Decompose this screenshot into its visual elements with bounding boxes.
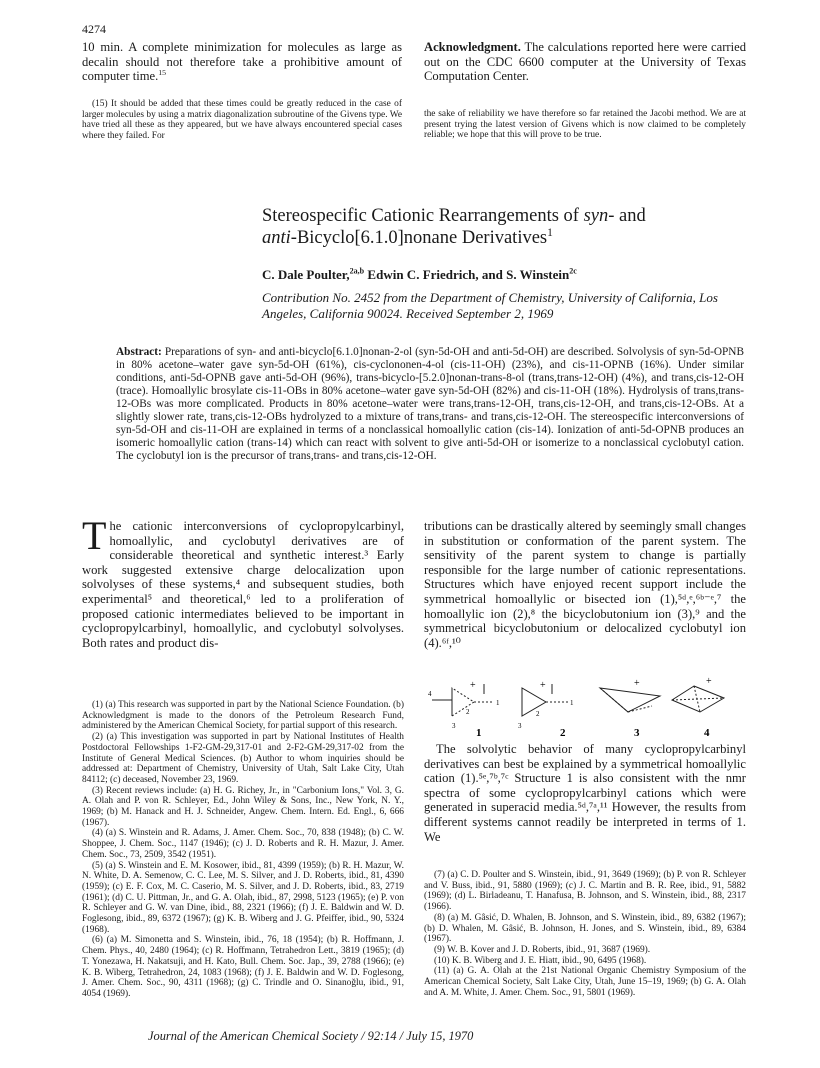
compound-label: 1 bbox=[476, 727, 482, 739]
author: C. Dale Poulter, bbox=[262, 267, 350, 282]
footnote: (10) K. B. Wiberg and J. E. Hiatt, ibid., 90, 6495 (1968). bbox=[434, 955, 647, 966]
footnote: (11) (a) G. A. Olah at the 21st National Organic Chemistry Symposium of the American Chemical Society, Salt Lake City, Utah, June 15–19, 1969; (b) G. A. Olah and A. M. White, J. Amer. Chem. Soc., 91, 5801 (1969). bbox=[424, 966, 746, 998]
title-ref: 1 bbox=[547, 226, 553, 239]
abstract bbox=[116, 346, 744, 463]
footnote: (2) (a) This investigation was supported in part by National Institutes of Health Postdoctoral Fellowships 1-F2-GM-29,317-01 and 2-F2-GM-29,317-02 from the Institute of General Medical Sciences. (b) Author to whom inquiries should be addressed at: Department of Chemistry, University of Utah, Salt Lake City, Utah 84112; (c) deceased, November 23, 1969. bbox=[82, 732, 404, 785]
footnote: (1) (a) This research was supported in part by the National Science Foundation. (b) Acknowledgment is made to the donors of the Petroleum Research Fund, administered by the American Chemical Society, for partial support of this research. bbox=[82, 700, 404, 732]
footnote: (3) Recent reviews include: (a) H. G. Richey, Jr., in "Carbonium Ions," Vol. 3, G. A. Olah and P. von R. Schleyer, Ed., John Wiley & Sons, Inc., New York, N. Y., 1969; (b) M. Hanack and H. J. Schneider, Angew. Chem. Intern. Ed. Engl., 6, 666 (1967). bbox=[82, 785, 404, 828]
structure-3-drawing bbox=[600, 688, 660, 712]
acknowledgment-label: Acknowledgment. bbox=[424, 40, 521, 54]
authors bbox=[262, 267, 742, 283]
atom-label: 3 bbox=[452, 722, 456, 730]
title-part: syn- bbox=[583, 206, 615, 226]
footnote-15: (15) It should be added that these times could be greatly reduced in the case of larger molecules by using a matrix diagonalization subroutine of the Givens type. We have tried all these as they appeared, but we have always encountered special cases where they failed. For bbox=[82, 99, 402, 142]
charge: + bbox=[540, 680, 546, 691]
top-left-text bbox=[82, 40, 402, 84]
body-right-continued bbox=[424, 742, 746, 844]
drop-cap: T bbox=[82, 513, 107, 558]
compound-label: 3 bbox=[634, 727, 640, 739]
body-left bbox=[82, 513, 404, 650]
footnote: (4) (a) S. Winstein and R. Adams, J. Amer. Chem. Soc., 70, 838 (1948); (b) C. W. Shoppee, J. Chem. Soc., 1147 (1946); (c) J. D. Roberts and R. H. Mazur, J. Amer. Chem. Soc., 73, 2509, 3542 (1951). bbox=[82, 828, 404, 860]
footnote: (5) (a) S. Winstein and E. M. Kosower, ibid., 81, 4399 (1959); (b) R. H. Mazur, W. N. White, D. A. Semenow, C. C. Lee, M. S. Silver, and J. D. Roberts, ibid., 81, 4390 (1959); (c) E. F. Cox, M. C. Caserio, M. S. Silver, and J. D. Roberts, ibid., 83, 2719 (1961); (d) C. U. Pittman, Jr., and G. A. Olah, ibid., 87, 2998, 5123 (1965); (e) P. von R. Schleyer and G. W. van Dine, ibid., 88, 2321 (1966); (f) J. E. Baldwin and W. D. Foglesong, ibid., 89, 6372 (1967); (g) K. B. Wiberg and J. G. Pfeiffer, ibid., 90, 5324 (1968). bbox=[82, 860, 404, 935]
abstract-text: Preparations of syn- and anti-bicyclo[6.1.0]nonan-2-ol (syn-5d-OH and anti-5d-OH) are described. Solvolysis of syn-5d-OPNB in 80% acetone–water gave syn-5d-OH (61%), cis-cyclononen-4-ol (cis-11-OH) (23%), and cis-11-OPNB (16%). Under similar conditions, anti-5d-OPNB gave anti-5d-OH (96%), trans-bicyclo-[5.2.0]nonan-trans-8-ol (trans,trans-12-OH) (4%), and trans,cis-12-OH (trace). Homoallylic brosylate cis-11-OBs in 80% acetone–water gave syn-5d-OH (82%) and cis-11-OH (18%). Hydrolysis of trans,trans-12-OBs was more complicated. Products in 80% acetone–water were trans,trans-12-OH, trans,cis-12-OH, and trans,cis-12-OBs. At a slightly slower rate, trans,cis-12-OBs hydrolyzed to a mixture of trans,trans- and trans,cis-12-OH. The stereospecific interconversions of syn-5d-OH and cis-11-OH are explained in terms of a nonclassical homoallylic cation (cis-14). Ionization of anti-5d-OPNB produces an isomeric homoallylic cation (trans-14) which can react with solvent to give anti-5d-OH or isomerize to a nonclassical cyclobutyl cation. The cyclobutyl ion is the precursor of trans,trans- and trans,cis-12-OH. bbox=[116, 346, 744, 462]
structure-4-drawing bbox=[672, 686, 724, 712]
cation-structures-scheme bbox=[424, 672, 746, 742]
title-part: anti bbox=[262, 228, 291, 248]
top-right-footnote bbox=[424, 109, 746, 141]
footnotes-left bbox=[82, 700, 404, 1000]
charge: + bbox=[470, 680, 476, 691]
body-right-text: tributions can be drastically altered by seemingly small changes in substitution or conformation of the parent system. The sensitivity of the parent system to change is partially responsible for the large number of cationic representations. Structures which have enjoyed recent support include the symmetrical homoallylic or bisected ion (1),⁵ᵈ,ᵉ,⁶ᵇ⁻ᵉ,⁷ the homoallylic ion (2),⁸ the bicyclobutonium ion (3),⁹ and the symmetrical bicyclobutonium or delocalized cyclobutyl ion (4).⁶ᶠ,¹⁰ bbox=[424, 519, 746, 650]
author-sup: 2a,b bbox=[349, 266, 365, 276]
atom-label: 2 bbox=[466, 708, 470, 716]
atom-label: 3 bbox=[518, 722, 522, 730]
title-part: Stereospecific Cationic Rearrangements of bbox=[262, 206, 579, 226]
top-left-paragraph: 10 min. A complete minimization for molecules as large as decalin should not therefore take a prohibitive amount of computer time. bbox=[82, 40, 402, 84]
title-part: and bbox=[619, 206, 646, 226]
article-title bbox=[262, 205, 742, 249]
footnote: (9) W. B. Kover and J. D. Roberts, ibid., 91, 3687 (1969). bbox=[434, 944, 651, 955]
affiliation: Contribution No. 2452 from the Department of Chemistry, University of California, Los Angeles, California 90024. Received September 2, 1969 bbox=[262, 290, 718, 321]
author: Edwin C. Friedrich, and S. Winstein bbox=[367, 267, 570, 282]
structure-1-drawing bbox=[432, 684, 494, 716]
footnote: (6) (a) M. Simonetta and S. Winstein, ibid., 76, 18 (1954); (b) R. Hoffmann, J. Chem. Phys., 40, 2480 (1964); (c) R. Hoffmann, Tetrahedron Lett., 3819 (1965); (d) T. Yonezawa, H. Nakatsuji, and H. Kato, Bull. Chem. Soc. Jap., 39, 2788 (1966); (e) K. B. Wiberg, Tetrahedron, 24, 1083 (1968); (f) J. E. Baldwin and W. D. Foglesong, J. Amer. Chem. Soc., 90, 4311 (1968); (g) C. Trindle and O. Sinanoğlu, ibid., 91, 4054 (1969). bbox=[82, 935, 404, 999]
footnote: (8) (a) M. Gâsić, D. Whalen, B. Johnson, and S. Winstein, ibid., 89, 6382 (1967); (b) D. Whalen, M. Gâsić, B. Johnson, H. Jones, and S. Winstein, ibid., 89, 6384 (1967). bbox=[424, 912, 746, 945]
atom-label: 4 bbox=[428, 690, 432, 698]
footnotes-right bbox=[424, 870, 746, 998]
ref-superscript: 15 bbox=[158, 68, 167, 77]
author-sup: 2c bbox=[569, 266, 577, 276]
footnote: (7) (a) C. D. Poulter and S. Winstein, ibid., 91, 3649 (1969); (b) P. von R. Schleyer and V. Buss, ibid., 91, 5880 (1969); (c) J. C. Martin and B. R. Ree, ibid., 91, 5882 (1969); (d) L. Birladeanu, T. Hanafusa, B. Johnson, and S. Winstein, ibid., 88, 2317 (1966). bbox=[424, 870, 746, 913]
body-left-text: he cationic interconversions of cyclopropylcarbinyl, homoallylic, and cyclobutyl derivatives are of considerable theoretical and synthetic interest.³ Early work suggested extensive charge delocalization upon solvolyses of these systems,⁴ and subsequent studies, both experimental⁵ and theoretical,⁶ led to a proliferation of proposed cationic intermediates believed to be important in cyclopropylcarbinyl, homoallylic, and cyclobutyl solvolyses. Both rates and product dis- bbox=[82, 519, 404, 650]
atom-label: 1 bbox=[570, 699, 574, 707]
acknowledgment bbox=[424, 40, 746, 84]
atom-label: 2 bbox=[536, 710, 540, 718]
charge: + bbox=[634, 678, 640, 689]
body-right-paragraph: The solvolytic behavior of many cyclopropylcarbinyl derivatives can best be explained by a symmetrical homoallylic cation (1).⁵ᵉ,⁷ᵇ,⁷ᶜ Structure 1 is also consistent with the nmr spectra of some cyclopropylcarbinyl cations which were generated in superacid media.⁵ᵈ,⁷ᵃ,¹¹ However, the results from different systems cannot readily be interpreted in terms of 1. We bbox=[424, 742, 746, 844]
abstract-label: Abstract: bbox=[116, 346, 162, 358]
page-number: 4274 bbox=[82, 22, 106, 36]
top-left-footnote bbox=[82, 99, 402, 142]
title-part: -Bicyclo[6.1.0]nonane Derivatives bbox=[290, 228, 548, 248]
journal-footer: Journal of the American Chemical Society / 92:14 / July 15, 1970 bbox=[148, 1029, 474, 1043]
acknowledgment-text: The calculations reported here were carried out on the CDC 6600 computer at the University of Texas Computation Center. bbox=[424, 40, 746, 84]
footnote-15-continued: the sake of reliability we have therefore so far retained the Jacobi method. We are at present trying the latest version of Givens which is now claimed to be completely reliable; we hope that this will prove to be true. bbox=[424, 109, 746, 141]
compound-label: 2 bbox=[560, 727, 566, 739]
compound-label: 4 bbox=[704, 727, 710, 739]
charge: + bbox=[706, 676, 712, 687]
body-right bbox=[424, 519, 746, 650]
atom-label: 1 bbox=[496, 699, 500, 707]
